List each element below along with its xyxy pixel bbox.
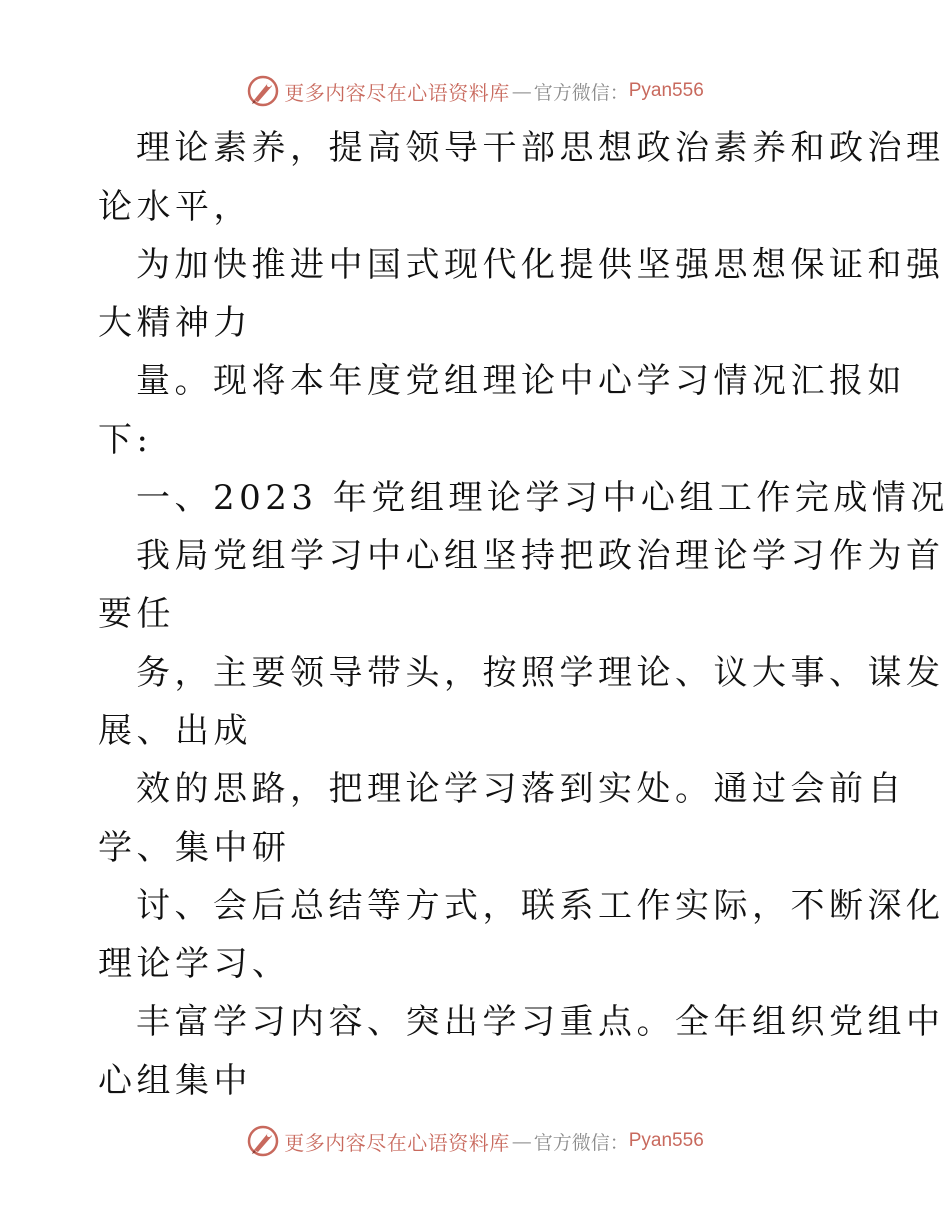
text-line: 下: [98,420,153,460]
section-heading: 一、2023 年党组理论学习中心组工作完成情况 [136,478,949,518]
watermark-wechat-id: Pyan556 [628,80,704,101]
text-line: 展、出成 [98,711,252,751]
text-line: 量。现将本年度党组理论中心学习情况汇报如 [136,361,906,401]
text-line: 心组集中 [98,1061,252,1101]
text-line: 学、集中研 [98,828,291,868]
text-line: 丰富学习内容、突出学习重点。全年组织党组中 [136,1002,945,1042]
text-line: 讨、会后总结等方式，联系工作实际，不断深化 [136,886,945,926]
footer-watermark [0,1121,950,1161]
text-line: 务，主要领导带头，按照学理论、议大事、谋发 [136,653,945,693]
watermark-wechat-label: 官方微信： [533,81,629,104]
text-line: 论水平， [98,187,252,227]
text-line: 大精神力 [98,303,252,343]
text-line: 我局党组学习中心组坚持把政治理论学习作为首 [136,536,945,576]
header-watermark [0,71,950,111]
watermark-wechat-label: 官方微信： [533,1131,629,1154]
watermark-separator: — [511,79,532,103]
watermark-site-text: 更多内容尽在心语资料库 [284,80,510,105]
text-line: 效的思路，把理论学习落到实处。通过会前自 [136,769,906,809]
pen-logo-icon [246,74,280,108]
text-line: 为加快推进中国式现代化提供坚强思想保证和强 [136,245,945,285]
text-line: 理论学习、 [98,944,291,984]
pen-logo-icon [246,1124,280,1158]
text-line: 要任 [98,594,175,634]
text-line: 理论素养，提高领导干部思想政治素养和政治理 [136,128,945,168]
watermark-wechat-id: Pyan556 [628,1130,704,1151]
watermark-site-text: 更多内容尽在心语资料库 [284,1130,510,1155]
watermark-separator: — [511,1129,532,1153]
